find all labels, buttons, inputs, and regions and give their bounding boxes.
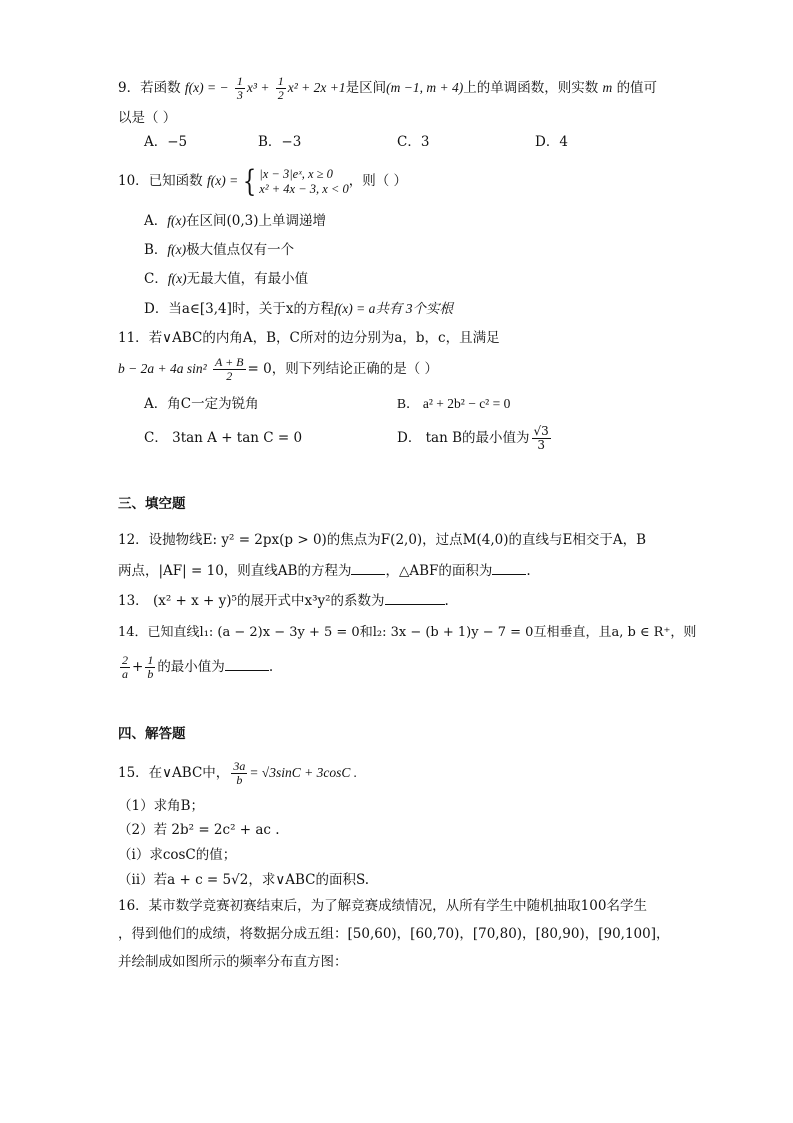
q9-number: 9． xyxy=(118,80,141,96)
q10-case1: |x − 3|eˣ, x ≥ 0 xyxy=(259,166,333,181)
q9-post2: 上的单调函数，则实数 xyxy=(463,80,599,96)
q9-frac2-den: 2 xyxy=(277,88,284,102)
q12-line2-mid: ，△ABF的面积为 xyxy=(385,563,493,579)
q11-option-d-num: √3 xyxy=(533,424,549,438)
q14-frac2 xyxy=(145,654,155,681)
q10-option-d-expr: 当a∈[3,4]时，关于x的方程 xyxy=(168,301,334,317)
q10-option-b-text: 极大值点仅有一个 xyxy=(186,242,295,258)
q9-interval: (m −1, m + 4) xyxy=(386,80,464,95)
q11-line2-post: = 0，则下列结论正确的是（ ） xyxy=(247,361,438,377)
q11-option-c[interactable]: C． 3tan A + tan C = 0 xyxy=(144,430,303,446)
q13-blank[interactable] xyxy=(385,592,445,605)
q12-line2 xyxy=(118,561,531,581)
q14-frac1 xyxy=(120,654,130,681)
section-title-answer: 四、解答题 xyxy=(118,726,186,742)
q9-frac1 xyxy=(235,75,245,102)
q15-line1 xyxy=(118,756,357,790)
q9-choice-a[interactable]: A．−5 xyxy=(144,134,188,150)
q14-line1: 14．已知直线l₁: (a − 2)x − 3y + 5 = 0和l₂: 3x − (b + 1)y − 7 = 0互相垂直，且a, b ∈ R⁺，则 xyxy=(118,625,697,640)
q11-frac xyxy=(213,356,246,383)
q9-func: f(x) = − xyxy=(184,80,229,95)
q9-frac2 xyxy=(276,75,286,102)
q10-brace: { xyxy=(243,163,257,199)
q14-post: 的最小值为 xyxy=(157,659,225,675)
q14-blank[interactable] xyxy=(225,658,269,671)
q10-option-a-expr: f(x) xyxy=(167,213,186,228)
q16-line1: 16．某市数学竞赛初赛结束后，为了解竞赛成绩情况，从所有学生中随机抽取100名学生 xyxy=(118,898,647,914)
q10-func: f(x) = xyxy=(206,173,239,188)
q13-text: 13． (x² + x + y)⁵的展开式中x³y²的系数为 xyxy=(118,593,385,609)
q12-blank-1[interactable] xyxy=(351,562,385,575)
q10-pre: 已知函数 xyxy=(148,173,203,189)
q10-option-a-text: 在区间(0,3)上单调递增 xyxy=(185,213,326,229)
q15-sub2: （2）若 2b² = 2c² + ac . xyxy=(118,822,280,838)
q11-option-a[interactable]: A．角C一定为锐角 xyxy=(144,396,259,412)
q12-line2-pre: 两点，|AF| = 10，则直线AB的方程为 xyxy=(118,563,352,579)
q14-frac1-num: 2 xyxy=(122,653,128,667)
q9-mid2: x² + 2x +1 xyxy=(287,80,346,95)
q12-line1: 12．设抛物线E: y² = 2px(p > 0)的焦点为F(2,0)，过点M(4,0)的直线与E相交于A，B xyxy=(118,532,647,548)
q10-option-c[interactable] xyxy=(144,269,308,289)
q9-var: m xyxy=(602,80,613,95)
q10-option-b[interactable] xyxy=(144,240,294,260)
q9-line2: 以是（ ） xyxy=(118,110,177,126)
q14-line2 xyxy=(118,650,273,684)
q11-line2 xyxy=(118,354,438,384)
q10-option-d-text: f(x) = a共有 3个实根 xyxy=(334,301,453,316)
q10-post: ，则（ ） xyxy=(348,173,408,189)
q15-sub4: （ⅱ）若a + c = 5√2，求∨ABC的面积S. xyxy=(118,872,370,888)
q16-line3: 并绘制成如图所示的频率分布直方图： xyxy=(118,954,348,970)
q10-option-a-label: A． xyxy=(144,213,168,229)
q16-line2: ，得到他们的成绩，将数据分成五组：[50,60)，[60,70)，[70,80)，[80,90)，[90,100]， xyxy=(118,926,670,942)
q15-post: = √3sinC + 3cosC . xyxy=(249,765,358,780)
q14-plus: + xyxy=(132,659,144,675)
q14-end: . xyxy=(268,659,274,675)
q10-option-b-expr: f(x) xyxy=(167,242,187,257)
q14-frac1-den: a xyxy=(122,667,128,681)
q10-option-a[interactable] xyxy=(144,211,326,231)
q10-line1 xyxy=(118,163,408,199)
q15-sub1: （1）求角B； xyxy=(118,798,205,814)
q14-frac2-num: 1 xyxy=(147,653,154,667)
q9-post3: 的值可 xyxy=(616,80,658,96)
q13-end: . xyxy=(444,593,449,609)
q10-option-d[interactable] xyxy=(144,299,453,319)
q14-frac2-den: b xyxy=(147,667,154,681)
q10-number: 10． xyxy=(118,173,149,189)
q15-frac xyxy=(231,760,247,787)
q11-line2-pre: b − 2a + 4a sin² xyxy=(118,361,207,376)
q9-frac2-num: 1 xyxy=(277,74,284,88)
q9-choice-c[interactable]: C．3 xyxy=(397,134,430,150)
section-title-fill-in: 三、填空题 xyxy=(118,496,186,512)
q10-option-c-text: 无最大值，有最小值 xyxy=(186,271,309,287)
q10-option-c-expr: f(x) xyxy=(167,271,187,286)
q11-frac-num: A + B xyxy=(214,355,244,369)
q15-pre: 15．在∨ABC中， xyxy=(118,765,230,781)
q15-sub3: （ⅰ）求cosC的值； xyxy=(118,847,237,863)
q11-option-d[interactable] xyxy=(397,422,553,454)
q11-number: 11． xyxy=(118,330,149,346)
q11-line1-text: 若∨ABC的内角A，B，C所对的边分别为a，b，c，且满足 xyxy=(148,330,500,346)
q12-line2-end: . xyxy=(526,563,531,579)
q13-line xyxy=(118,591,449,611)
q9-choice-b[interactable]: B．−3 xyxy=(258,134,302,150)
q9-mid1: x³ + xyxy=(246,80,270,95)
q15-frac-num: 3a xyxy=(233,759,246,773)
q11-option-d-den: 3 xyxy=(537,438,545,452)
q9-frac1-den: 3 xyxy=(236,88,243,102)
q12-blank-2[interactable] xyxy=(492,562,526,575)
q9-choice-d[interactable]: D．4 xyxy=(535,134,568,150)
q10-option-d-label: D． xyxy=(144,301,169,317)
q11-option-d-text: D． tan B的最小值为 xyxy=(397,430,530,446)
q15-frac-den: b xyxy=(236,773,243,787)
q9-line1 xyxy=(118,75,657,102)
q10-option-c-label: C． xyxy=(144,271,168,287)
q11-frac-den: 2 xyxy=(226,369,233,383)
q11-line1 xyxy=(118,328,500,348)
q9-text: 若函数 xyxy=(140,80,181,96)
q9-post1: 是区间 xyxy=(345,80,387,96)
q10-case2: x² + 4x − 3, x < 0 xyxy=(259,181,349,196)
q10-cases xyxy=(259,167,348,197)
q9-frac1-num: 1 xyxy=(236,74,243,88)
q11-option-d-frac xyxy=(532,425,551,452)
q11-option-b[interactable]: B． a² + 2b² − c² = 0 xyxy=(397,396,511,411)
q10-option-b-label: B． xyxy=(144,242,168,258)
